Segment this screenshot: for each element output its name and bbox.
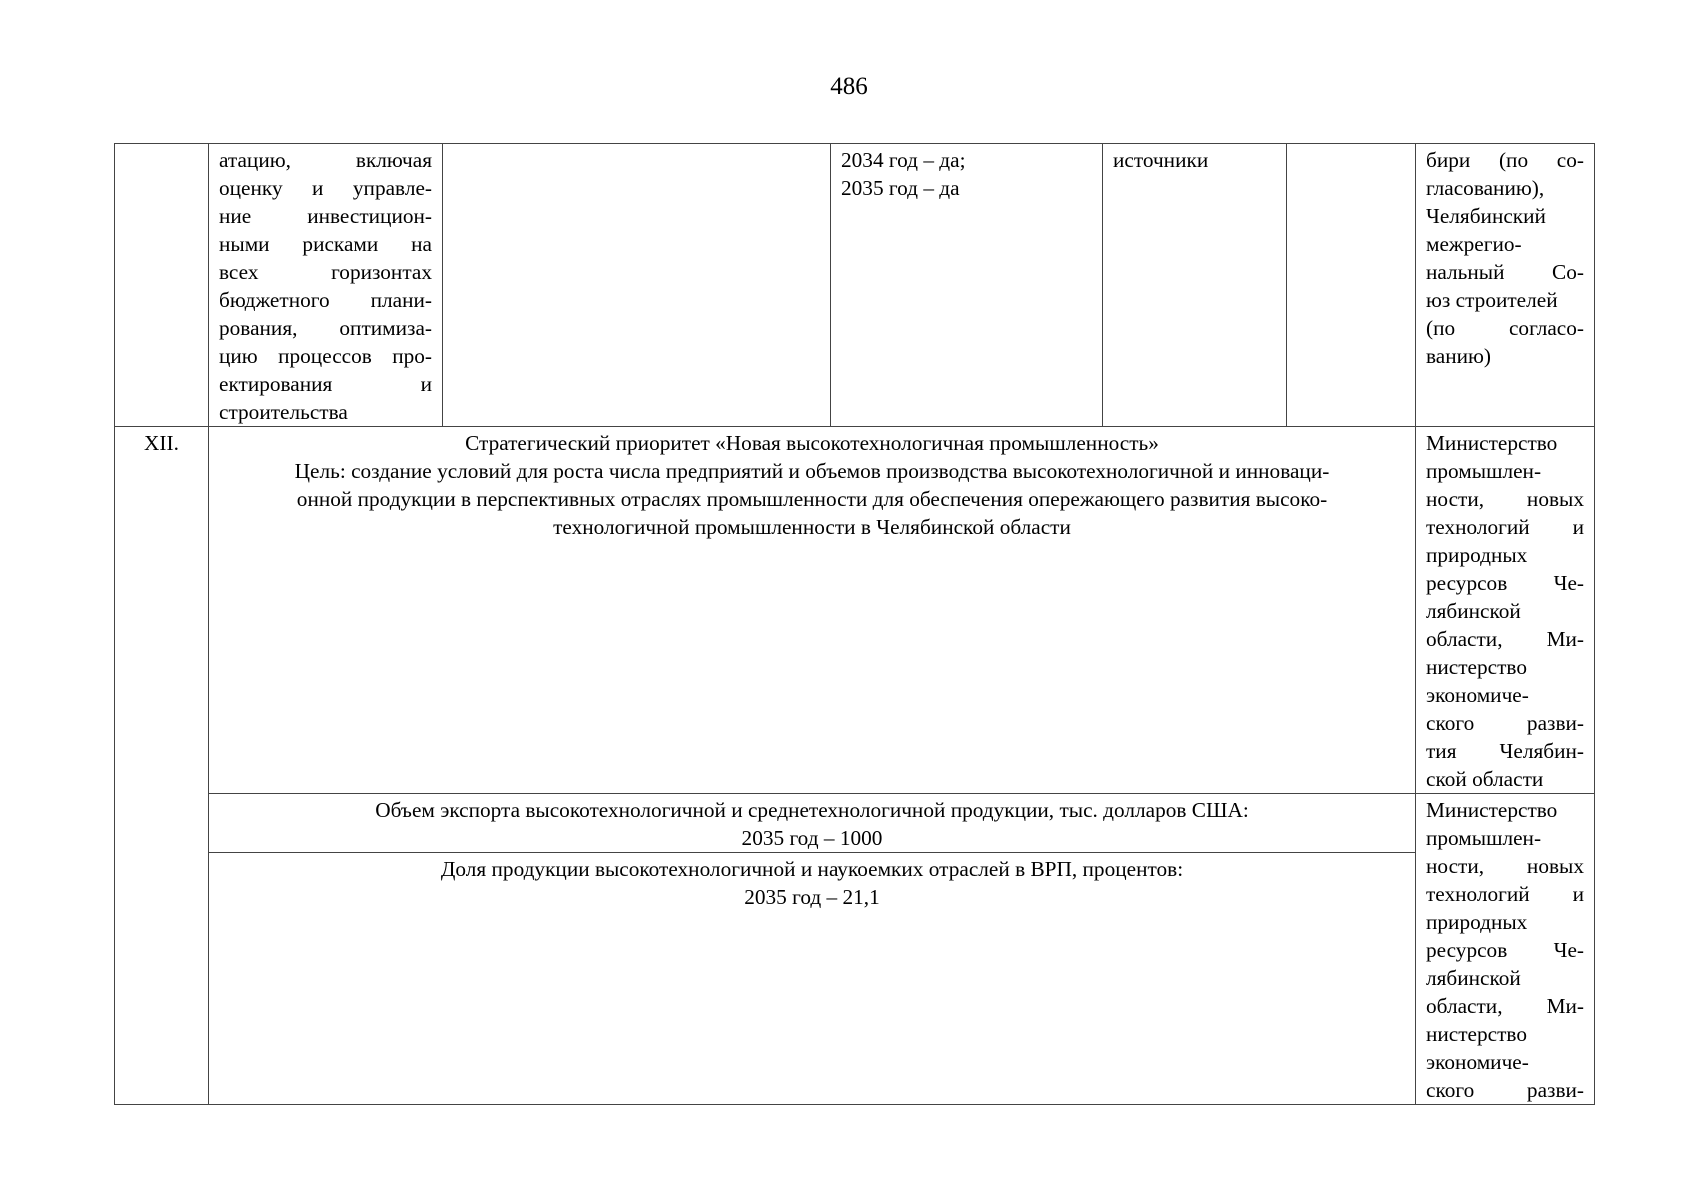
responsible-line: лябинской [1426,966,1521,990]
cell-measure [209,144,443,427]
section-responsible-cell [1416,427,1595,794]
page-number: 486 [830,73,868,100]
strategy-table [114,143,1595,1105]
responsible-line: лябинской [1426,599,1521,623]
responsible-line: экономиче- [1426,683,1529,707]
responsible-line: бири (по со- [1426,148,1584,172]
responsible-line: ского разви- [1426,711,1584,735]
section-priority-cell [209,427,1416,794]
indicator-name: Объем экспорта высокотехнологичной и среднетехнологичной продукции, тыс. долларов США: [375,798,1249,822]
responsible-line: ресурсов Че- [1426,938,1584,962]
responsible-line: тия Челябин- [1426,739,1584,763]
cell-empty [443,144,831,427]
responsible-line: нистерство [1426,1022,1527,1046]
responsible-line: межрегио- [1426,232,1522,256]
responsible-line: Челябинский [1426,204,1546,228]
responsible-line: гласованию), [1426,176,1545,200]
cell-empty [1287,144,1416,427]
table-row-indicator [115,794,1595,853]
cell-number-empty [115,144,209,427]
responsible-line: ванию) [1426,344,1492,368]
goal-line: онной продукции в перспективных отраслях промышленности для обеспечения опережающего развития высоко- [296,487,1328,511]
responsible-line: нальный Со- [1426,260,1584,284]
goal-line: технологичной промышленности в Челябинской области [553,515,1071,539]
measure-line: ние инвестицион- [219,204,432,228]
responsible-line: природных [1426,543,1528,567]
responsible-line: нистерство [1426,655,1527,679]
responsible-line: ресурсов Че- [1426,571,1584,595]
responsible-line: ности, новых [1426,854,1584,878]
responsible-line: (по согласо- [1426,316,1584,340]
measure-line: бюджетного плани- [219,288,432,312]
source-text: источники [1113,148,1209,172]
cell-years [831,144,1103,427]
responsible-line: природных [1426,910,1528,934]
responsible-line: Министерство [1426,431,1558,455]
indicator-target: 2035 год – 1000 [741,826,883,850]
table-row-indicator [115,853,1595,1105]
indicator-cell [209,794,1416,853]
responsible-line: промышлен- [1426,826,1542,850]
responsible-line: технологий и [1426,882,1584,906]
measure-line: строительства [219,400,348,424]
measure-line: ектирования и [219,372,432,396]
years-line: 2035 год – да [841,176,960,200]
responsible-line: Министерство [1426,798,1558,822]
years-line: 2034 год – да; [841,148,966,172]
cell-responsible [1416,144,1595,427]
indicator-name: Доля продукции высокотехнологичной и наукоемких отраслей в ВРП, процентов: [440,857,1184,881]
measure-line: оценку и управле- [219,176,432,200]
responsible-line: области, Ми- [1426,627,1584,651]
table-row-continuation [115,144,1595,427]
indicator-cell [209,853,1416,1105]
measure-line: всех горизонтах [219,260,432,284]
measure-line: атацию, включая [219,148,432,172]
indicators-responsible-cell [1416,794,1595,1105]
goal-line: Цель: создание условий для роста числа предприятий и объемов производства высокотехнологичной и инноваци- [294,459,1330,483]
responsible-line: ского разви- [1426,1078,1584,1102]
measure-line: рования, оптимиза- [219,316,432,340]
responsible-line: ности, новых [1426,487,1584,511]
responsible-line: юз строителей [1426,288,1558,312]
cell-source [1103,144,1287,427]
measure-line: ными рисками на [219,232,432,256]
responsible-line: технологий и [1426,515,1584,539]
responsible-line: промышлен- [1426,459,1542,483]
table-row-section-xii [115,427,1595,794]
indicator-target: 2035 год – 21,1 [744,885,880,909]
priority-title: Стратегический приоритет «Новая высокотехнологичная промышленность» [465,431,1159,455]
responsible-line: экономиче- [1426,1050,1529,1074]
measure-line: цию процессов про- [219,344,432,368]
responsible-line: ской области [1426,767,1544,791]
section-number: XII. [115,427,209,1105]
responsible-line: области, Ми- [1426,994,1584,1018]
